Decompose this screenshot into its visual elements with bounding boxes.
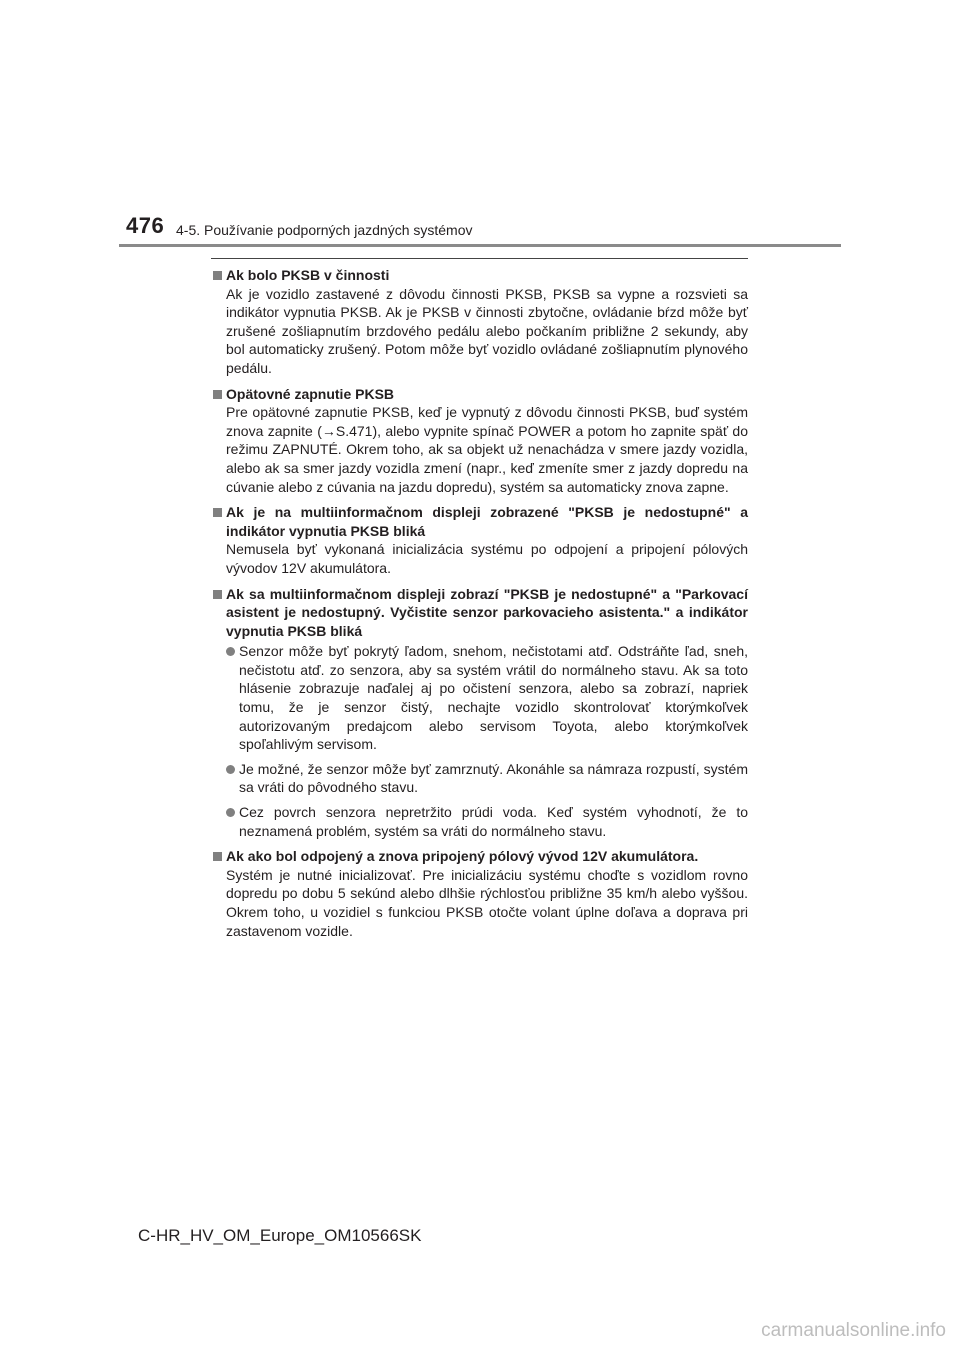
section-battery-reconnect: [211, 847, 748, 940]
square-bullet-icon: [213, 590, 222, 599]
chapter-title: 4-5. Používanie podporných jazdných systémov: [176, 222, 473, 238]
bullet-item: [226, 642, 748, 754]
section-parking-assist-unavailable: [211, 585, 748, 841]
bullet-item: [226, 803, 748, 840]
section-paragraph: Systém je nutné inicializovať. Pre inicializáciu systému choďte s vozidlom rovno dopredu po dobu 5 sekúnd alebo dlhšie rýchlosťou približne 35 km/h alebo vyššou. Okrem toho, u vozidiel s funkciou PKSB otočte volant úplne doľava a doprava pri zastavenom vozidle.: [226, 866, 748, 939]
section-heading: [211, 503, 748, 540]
bullet-item: [226, 760, 748, 797]
section-title: Ak bolo PKSB v činnosti: [226, 267, 390, 283]
section-paragraph: Pre opätovné zapnutie PKSB, keď je vypnutý z dôvodu činnosti PKSB, buď systém znova zapnite (→S.471), alebo vypnite spínač POWER a potom ho zapnite späť do režimu ZAPNUTÉ. Okrem toho, ak sa objekt už nenachádza v smere jazdy vozidla, alebo ak sa smer jazdy vozidla zmení (napr., keď zmeníte smer z jazdy dopredu na cúvanie alebo z cúvania na jazdu dopredu), systém sa automaticky znova zapne.: [226, 404, 748, 495]
section-pksb-reenable: [211, 385, 748, 497]
section-heading: [211, 266, 748, 285]
circle-bullet-icon: [226, 808, 235, 817]
square-bullet-icon: [213, 271, 222, 280]
section-title: Ak je na multiinformačnom displeji zobrazené "PKSB je nedostupné" a indikátor vypnutia PKSB bliká: [226, 504, 748, 539]
content-area: [211, 266, 748, 947]
circle-bullet-icon: [226, 765, 235, 774]
section-paragraph: Ak je vozidlo zastavené z dôvodu činnosti PKSB, PKSB sa vypne a rozsvieti sa indikátor vypnutia PKSB. Ak je PKSB v činnosti zbytočne, ovládanie bŕzd môže byť zrušené zošliapnutím brzdového pedálu alebo počkaním približne 2 sekundy, aby bol automaticky zrušený. Potom môže byť vozidlo ovládané zošliapnutím plynového pedálu.: [226, 285, 748, 376]
section-title: Ak sa multiinformačnom displeji zobrazí "PKSB je nedostupné" a "Parkovací asistent je nedostupný. Vyčistite senzor parkovacieho asistenta." a indikátor vypnutia PKSB bliká: [226, 585, 748, 639]
watermark: carmanualsonline.info: [761, 1320, 946, 1341]
square-bullet-icon: [213, 852, 222, 861]
page-number: 476: [126, 213, 165, 238]
section-heading: [211, 847, 748, 866]
square-bullet-icon: [213, 390, 222, 399]
section-heading: [211, 385, 748, 404]
section-pksb-unavailable: [211, 503, 748, 577]
circle-bullet-icon: [226, 647, 235, 656]
section-paragraph: Nemusela byť vykonaná inicializácia systému po odpojení a pripojení pólových vývodov 12V akumulátora.: [226, 541, 748, 576]
bullet-text: Cez povrch senzora nepretržito prúdi voda. Keď systém vyhodnotí, že to neznamená problém, systém sa vráti do normálneho stavu.: [239, 804, 748, 839]
document-code: C-HR_HV_OM_Europe_OM10566SK: [138, 1226, 422, 1245]
section-heading: [211, 585, 748, 641]
section-title: Ak ako bol odpojený a znova pripojený pólový vývod 12V akumulátora.: [226, 848, 699, 865]
bullet-text: Je možné, že senzor môže byť zamrznutý. Akonáhle sa námraza rozpustí, systém sa vráti do pôvodného stavu.: [239, 760, 748, 796]
content-top-rule: [211, 258, 748, 259]
section-pksb-activated: [211, 266, 748, 378]
section-title: Opätovné zapnutie PKSB: [226, 385, 395, 402]
header-rule: [119, 244, 841, 247]
square-bullet-icon: [213, 508, 222, 517]
bullet-text: Senzor môže byť pokrytý ľadom, snehom, nečistotami atď. Odstráňte ľad, sneh, nečistotu atď. zo senzora, aby sa systém vrátil do normálneho stavu. Ak sa toto hlásenie zobrazuje naďalej aj po očistení senzora, alebo sa zobrazí, napriek tomu, že je senzor čistý, nechajte vozidlo skontrolovať ktorýmkoľvek autorizovaným predajcom alebo servisom Toyota, alebo ktorýmkoľvek spoľahlivým servisom.: [239, 643, 748, 753]
